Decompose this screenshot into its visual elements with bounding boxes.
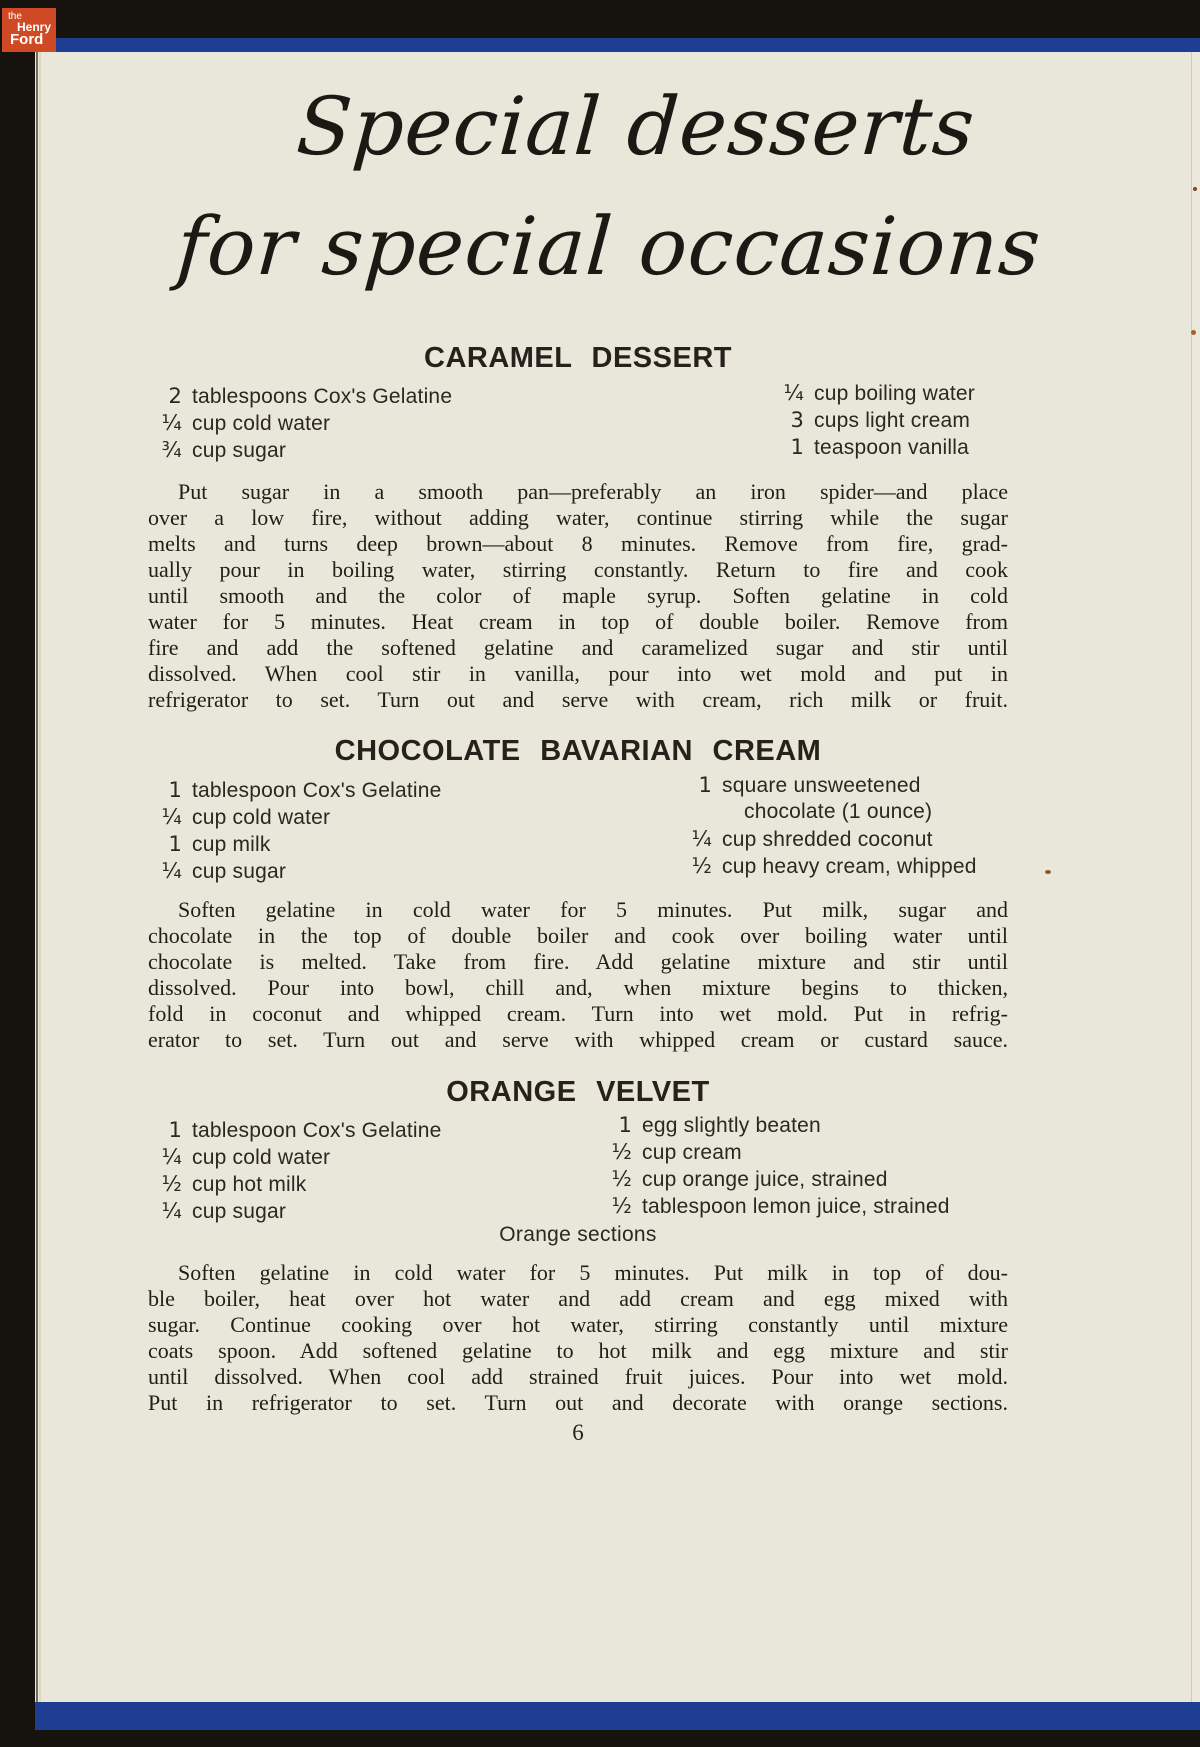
ingredient-column-left [148,778,442,886]
ingredient-name: teaspoon vanilla [814,436,969,459]
instruction-line: Put in refrigerator to set. Turn out and decorate with orange sections. [148,1390,1008,1415]
ingredient-name: cup milk [192,833,271,856]
ingredient-qty: 1 [698,773,712,797]
ingredient-row [148,411,452,438]
ingredient-row [598,1113,950,1140]
ingredient-row [770,381,975,408]
ingredient-name: cup sugar [192,1200,287,1223]
instruction-line: ually pour in boiling water, stirring constantly. Return to fire and cook [148,557,1008,582]
page-title-line2: for special occasions [173,200,1045,293]
ingredient-row [770,435,975,462]
instruction-line: dissolved. Pour into bowl, chill and, when mixture begins to thicken, [148,975,1008,1000]
ingredient-qty: 1 [168,832,182,856]
ingredient-name: cup hot milk [192,1173,307,1196]
ingredient-name: cup orange juice, strained [642,1168,888,1191]
recipe-heading-chocolate-bavarian-cream: CHOCOLATE BAVARIAN CREAM [334,735,822,767]
instruction-line: chocolate in the top of double boiler and cook over boiling water until [148,923,1008,948]
recipe-instructions-orange-velvet [148,1260,1008,1416]
instruction-line: ble boiler, heat over hot water and add cream and egg mixed with [148,1286,1008,1311]
page-gutter-shadow [36,52,38,1702]
recipe-instructions-bavarian [148,897,1008,1053]
ingredient-qty: ½ [611,1167,632,1191]
ingredient-name: cup boiling water [814,382,975,405]
ingredient-row [770,408,975,435]
ingredient-qty: ½ [691,854,712,878]
recipe-heading-orange-velvet: ORANGE VELVET [446,1076,710,1108]
henry-ford-logo [2,8,56,52]
ingredient-name: cups light cream [814,409,971,432]
instruction-line: Soften gelatine in cold water for 5 minutes. Put milk in top of dou- [178,1260,1008,1285]
page-edge-band [1192,52,1200,1702]
ingredient-qty: 3 [790,408,804,432]
ingredient-name: tablespoon lemon juice, strained [642,1195,950,1218]
ingredient-name: square unsweetened [722,774,921,797]
ingredient-name: tablespoons Cox's Gelatine [192,385,453,408]
page-gutter-highlight [39,52,41,1702]
instruction-line: refrigerator to set. Turn out and serve with cream, rich milk or fruit. [148,687,1008,712]
paper-speck [1045,870,1051,874]
ingredient-list-caramel [148,381,1008,468]
ingredient-qty: 2 [168,384,182,408]
ingredient-row [148,384,452,411]
ingredient-row [598,1140,950,1167]
ingredient-qty: ¼ [161,1199,182,1223]
ingredient-qty: 1 [168,778,182,802]
page-title-line1: Special desserts [293,80,979,173]
ingredient-name: tablespoon Cox's Gelatine [192,779,442,802]
ingredient-qty: 1 [790,435,804,459]
ingredient-center-note: Orange sections [499,1223,657,1246]
instruction-line: Put sugar in a smooth pan—preferably an iron spider—and place [178,479,1008,504]
ingredient-qty: 1 [168,1118,182,1142]
ingredient-column-right [678,773,977,881]
ingredient-column-left [148,384,452,465]
page-number: 6 [572,1420,584,1445]
ingredient-qty: ½ [611,1194,632,1218]
paper-speck [1191,330,1196,335]
instruction-line: erator to set. Turn out and serve with whipped cream or custard sauce. [148,1027,1008,1052]
ingredient-row [148,438,452,465]
instruction-line: over a low fire, without adding water, continue stirring while the sugar [148,505,1008,530]
ingredient-row [148,1199,442,1226]
instruction-line: fire and add the softened gelatine and caramelized sugar and stir until [148,635,1008,660]
logo-word-henry: Henry [17,20,52,34]
ingredient-row [598,1194,950,1221]
ingredient-row [148,832,442,859]
paper-speck [1193,187,1197,191]
ingredient-list-bavarian [148,773,1008,888]
ingredient-row [148,859,442,886]
instruction-line: coats spoon. Add softened gelatine to hot milk and egg mixture and stir [148,1338,1008,1363]
ingredient-qty: 1 [618,1113,632,1137]
instruction-line: chocolate is melted. Take from fire. Add gelatine mixture and stir until [148,949,1008,974]
ingredient-qty: ¼ [161,1145,182,1169]
ingredient-name: cup sugar [192,439,287,462]
page-content [148,52,1008,1702]
ingredient-row [678,854,977,881]
ingredient-name: cup cream [642,1141,742,1164]
ingredient-qty: ¼ [161,859,182,883]
ingredient-name: cup shredded coconut [722,828,933,851]
logo-word-the: the [8,11,22,22]
page-edge-line [1191,52,1192,1702]
instruction-line: until dissolved. When cool add strained fruit juices. Pour into wet mold. [148,1364,1008,1389]
ingredient-row [148,778,442,805]
ingredient-qty: ½ [611,1140,632,1164]
ingredient-qty: ¾ [161,438,182,462]
logo-word-ford: Ford [10,31,44,48]
ingredient-name: egg slightly beaten [642,1114,821,1137]
ingredient-qty: ½ [161,1172,182,1196]
recipe-heading-caramel-dessert: CARAMEL DESSERT [424,342,732,374]
ingredient-name: chocolate (1 ounce) [744,800,933,823]
ingredient-row [678,827,977,854]
instruction-line: sugar. Continue cooking over hot water, stirring constantly until mixture [148,1312,1008,1337]
instruction-line: dissolved. When cool stir in vanilla, pour into wet mold and put in [148,661,1008,686]
ingredient-row [148,1172,442,1199]
ingredient-name: tablespoon Cox's Gelatine [192,1119,442,1142]
instruction-line: until smooth and the color of maple syrup. Soften gelatine in cold [148,583,1008,608]
ingredient-name: cup cold water [192,412,331,435]
ingredient-row [678,773,977,800]
instruction-line: Soften gelatine in cold water for 5 minutes. Put milk, sugar and [178,897,1008,922]
ingredient-name: cup sugar [192,860,287,883]
instruction-line: fold in coconut and whipped cream. Turn into wet mold. Put in refrig- [148,1001,1008,1026]
ingredient-column-right [598,1113,950,1221]
instruction-line: melts and turns deep brown—about 8 minutes. Remove from fire, grad- [148,531,1008,556]
ingredient-row [148,1145,442,1172]
ingredient-qty: ¼ [161,411,182,435]
ingredient-qty: ¼ [161,805,182,829]
ingredient-row [148,1118,442,1145]
ingredient-name: cup cold water [192,1146,331,1169]
ingredient-qty: ¼ [783,381,804,405]
ingredient-name: cup cold water [192,806,331,829]
ingredient-row [598,1167,950,1194]
book-page [35,52,1200,1702]
ingredient-qty: ¼ [691,827,712,851]
ingredient-column-right [770,381,975,462]
ingredient-list-orange-velvet [148,1113,1008,1228]
ingredient-row-continuation [678,800,977,827]
instruction-line: water for 5 minutes. Heat cream in top of double boiler. Remove from [148,609,1008,634]
ingredient-row [148,805,442,832]
recipe-instructions-caramel [148,479,1008,713]
ingredient-column-left [148,1118,442,1226]
ingredient-name: cup heavy cream, whipped [722,855,977,878]
